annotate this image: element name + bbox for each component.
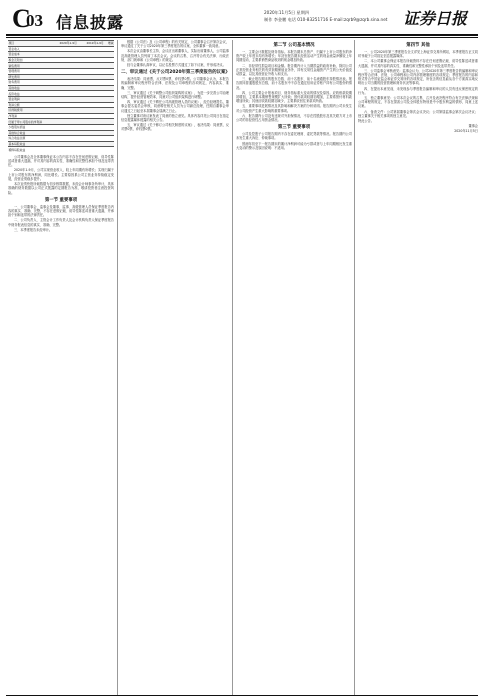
section-heading: 第三节 重要事项	[277, 125, 311, 131]
body-paragraph: 公司董事会及全体董事保证本公告内容不存在任何虚假记载、误导性陈述或者重大遗漏，并对其内容的真实性、准确性和完整性承担个别及连带责任。	[8, 154, 114, 168]
table-cell: 其他综合收益	[8, 130, 50, 136]
body-paragraph: 五、审议通过《关于修订公司相关制度的议案》，表决结果：同意票，反对票0票，弃权票0票。	[121, 123, 229, 132]
contact-line: 制作 李金鹏 电话 010-83251716 E-mail:zqrb9@zqrb.sina.net	[264, 17, 388, 22]
column-1	[8, 40, 114, 233]
section-title: 信息披露	[56, 13, 125, 32]
signature: 董事会	[468, 124, 478, 129]
table-cell	[104, 147, 114, 152]
table-cell: 所得税费用	[8, 108, 50, 114]
table-cell: 财务费用	[8, 80, 50, 86]
table-cell: 营业收入	[8, 46, 50, 52]
table-cell: 项目	[8, 41, 50, 47]
table-cell	[50, 147, 77, 152]
section-heading: 第二节 公司基本情况	[273, 43, 315, 48]
body-paragraph: 二、本公司董事会保证本报告所载资料不存在任何虚假记载、误导性陈述或者重大遗漏，并对其内容的真实性、准确性和完整性承担个别及连带责任。	[358, 59, 478, 68]
page-number: 03	[26, 11, 43, 30]
table-cell: 综合收益总额	[8, 136, 50, 142]
table-cell: 销售费用	[8, 63, 50, 69]
body-paragraph: 独立董事对该议案发表了同意的独立意见。具体内容详见公司同日在指定信息披露媒体披露的相关公告。	[121, 113, 229, 123]
column-1-text	[8, 155, 114, 195]
body-paragraph: 六、备查文件：公司第届董事会第次会议决议；公司第届监事会第次会议决议；独立董事关于相关事项的独立意见。	[358, 109, 478, 118]
page-letter: C	[12, 4, 31, 33]
column-3-text	[236, 50, 352, 122]
table-cell: 管理费用	[8, 68, 50, 74]
table-cell: 少数股东损益	[8, 124, 50, 130]
body-paragraph: 四、审议通过《关于聘任公司高级管理人员的议案》，经总经理提名，董事会提名委员会审核，同意聘任相关人员为公司副总经理，任期自董事会审议通过之日起至本届董事会届满之日止。	[121, 100, 229, 113]
table-cell: 其他收益	[8, 85, 50, 91]
header-rule	[6, 34, 478, 36]
table-cell: 基本每股收益	[8, 141, 50, 147]
table-cell: 增减	[104, 41, 114, 47]
table-cell: 税金及附加	[8, 57, 50, 63]
body-paragraph: 表决结果：同意票，反对票0票，弃权票0票。公司董事会认为，本报告的编制和审议程序符合法律、法规及公司章程的各项规定，内容真实、准确、完整。	[121, 77, 229, 90]
body-paragraph: 四、公司主要会计报表项目、财务指标重大变动的情况及原因。应收账款较期初增加，主要系本期销售规模扩大所致；预付款项较期初增加，主要系预付材料款增加所致；其他应收款较期初减少，主要系收回往来款项所致。	[236, 90, 352, 104]
section-heading: 第四节 其他	[406, 43, 430, 48]
table-cell: 稀释每股收益	[8, 147, 50, 152]
body-paragraph: 一、主要会计数据及财务指标。本报告期末总资产、归属于上市公司股东的净资产较上年度末均有所增长；年初至报告期末经营活动产生的现金流量净额较上年同期变动，主要系销售商品收到的现金增加所致。	[236, 50, 352, 63]
financial-table	[8, 40, 114, 152]
column-1-text-2	[8, 205, 114, 232]
table-cell: 利润总额	[8, 102, 50, 108]
body-paragraph: 2020年1-9月，公司实现营业收入，较上年同期有所增长；实现归属于上市公司股东的净利润，同比增长。主要原因系公司主营业务持续稳定发展，经营业绩稳步提升。	[8, 168, 114, 181]
table-cell: 营业利润	[8, 96, 50, 102]
table-cell: 2020年1-9月	[50, 41, 77, 47]
body-paragraph: 本次业绩快报所载数据为初步核算数据，未经会计师事务所审计，具体准确的财务数据以公司正式披露的定期报告为准，敬请投资者注意投资风险。	[8, 182, 114, 195]
body-paragraph: 经与会董事认真审议，以记名投票方式通过了如下议案，并形成决议。	[127, 63, 226, 68]
body-paragraph: 三、公司监事会审核意见：监事会认为，公司2020年第三季度报告的编制和审议程序符合法律、法规、公司章程和公司内部管理制度的各项规定；季度报告的内容和格式符合中国证监会和证券交易所的各项规定，所包含的信息能从各个方面真实地反映出公司当期的经营管理和财务状况等事项。	[358, 68, 478, 86]
table-row	[8, 147, 114, 152]
body-paragraph: 一、公司董事会、监事会及董事、监事、高级管理人员保证季度报告内容的真实、准确、完整，不存在虚假记载、误导性陈述或者重大遗漏，并承担个别和连带的法律责任。	[8, 204, 114, 218]
column-2	[121, 40, 229, 133]
section-heading: 第一节 重要事项	[44, 197, 78, 203]
body-paragraph: 本次会议由董事长主持，会议应出席董事人，实际出席董事人，公司监事及高级管理人员列席了本次会议。会议的召集、召开符合有关法律、行政法规、部门规章和《公司章程》的规定。	[121, 49, 229, 62]
column-4	[358, 40, 478, 135]
page-header	[6, 4, 478, 34]
body-paragraph: 五、重要事项进展情况及其影响和解决方案的分析说明。报告期内公司未发生对公司经营产生重大影响的重要事项。	[236, 104, 352, 113]
body-paragraph: 三、截止报告期末的股东总数、前十名股东、前十名流通股东持股情况表。报告期末普通股股东总数，前十名股东中不存在通过信用证券账户持有公司股份的情况。	[236, 77, 352, 90]
body-paragraph: 公司及控股子公司报告期内不存在委托理财、委托贷款等情况。报告期内公司未发生重大诉讼、仲裁事项。	[236, 132, 352, 141]
table-cell: 投资收益	[8, 91, 50, 97]
body-paragraph: 三、本季度报告未经审计。	[14, 227, 53, 232]
body-paragraph: 二、公司负责人、主管会计工作负责人及会计机构负责人保证季度报告中财务报表信息的真实、准确、完整。	[8, 218, 114, 227]
table-cell: 归属于母公司股东的净利润	[8, 119, 50, 125]
body-paragraph: 五、独立董事意见：公司本次会议的召集、召开及表决程序符合有关法律法规和公司章程的规定，不存在损害公司及全体股东特别是中小股东利益的情形，同意上述议案。	[358, 96, 478, 109]
table-cell: 营业成本	[8, 52, 50, 58]
header-rule-thin	[6, 37, 478, 38]
sign-date: 2020年11月5日	[454, 129, 478, 134]
column-2-text-2	[121, 77, 229, 131]
body-paragraph: 三、审议通过《关于调整公司组织架构的议案》，为进一步完善公司治理结构，提升经营管理效率，同意对公司组织架构进行调整。	[121, 90, 229, 100]
table-cell: 2019年1-9月	[77, 41, 104, 47]
body-paragraph: 一、公司2020年第三季度报告全文详见上海证券交易所网站，本季度报告正文同时刊载于公司指定信息披露媒体。	[358, 50, 478, 59]
column-3	[236, 40, 352, 151]
table-cell: 净利润	[8, 113, 50, 119]
body-paragraph: 六、报告期内公司没有违规对外担保情况，不存在控股股东及其关联方对上市公司的非经营性占用资金情况。	[236, 113, 352, 123]
closing-line: 特此公告。	[358, 119, 374, 124]
body-paragraph: 根据《公司法》及《公司章程》的有关规定，公司董事会召开第次会议，审议通过了关于公司2020年第三季度报告的议案，全体董事一致同意。	[121, 40, 229, 49]
section-heading: 二、审议通过《关于公司2020年第三季度报告的议案》	[121, 70, 230, 76]
date-line: 2020年11月5日 星期四	[264, 10, 310, 15]
newspaper-logo	[401, 7, 479, 29]
table-cell	[77, 147, 104, 152]
column-4-text	[358, 50, 478, 118]
footer-rule	[6, 695, 478, 696]
column-3-text-2	[236, 132, 352, 150]
svg-text:证券日报: 证券日报	[403, 9, 468, 28]
body-paragraph: 四、在提出本意见前，未发现参与季度报告编制和审议的人员有违反保密规定的行为。	[358, 86, 478, 95]
body-paragraph: 预测年初至下一报告期末的累计净利润可能为亏损或者与上年同期相比发生重大变动的警示及原因说明：不适用。	[236, 141, 352, 150]
table-cell: 研发费用	[8, 74, 50, 80]
column-2-text	[121, 40, 229, 67]
body-paragraph: 二、非经常性损益项目和金额。报告期内计入当期损益的政府补助，除同公司正常经营业务相关的有效套期保值业务外，持有交易性金融资产产生的公允价值变动损益，以及其他营业外收入和支出。	[236, 63, 352, 77]
